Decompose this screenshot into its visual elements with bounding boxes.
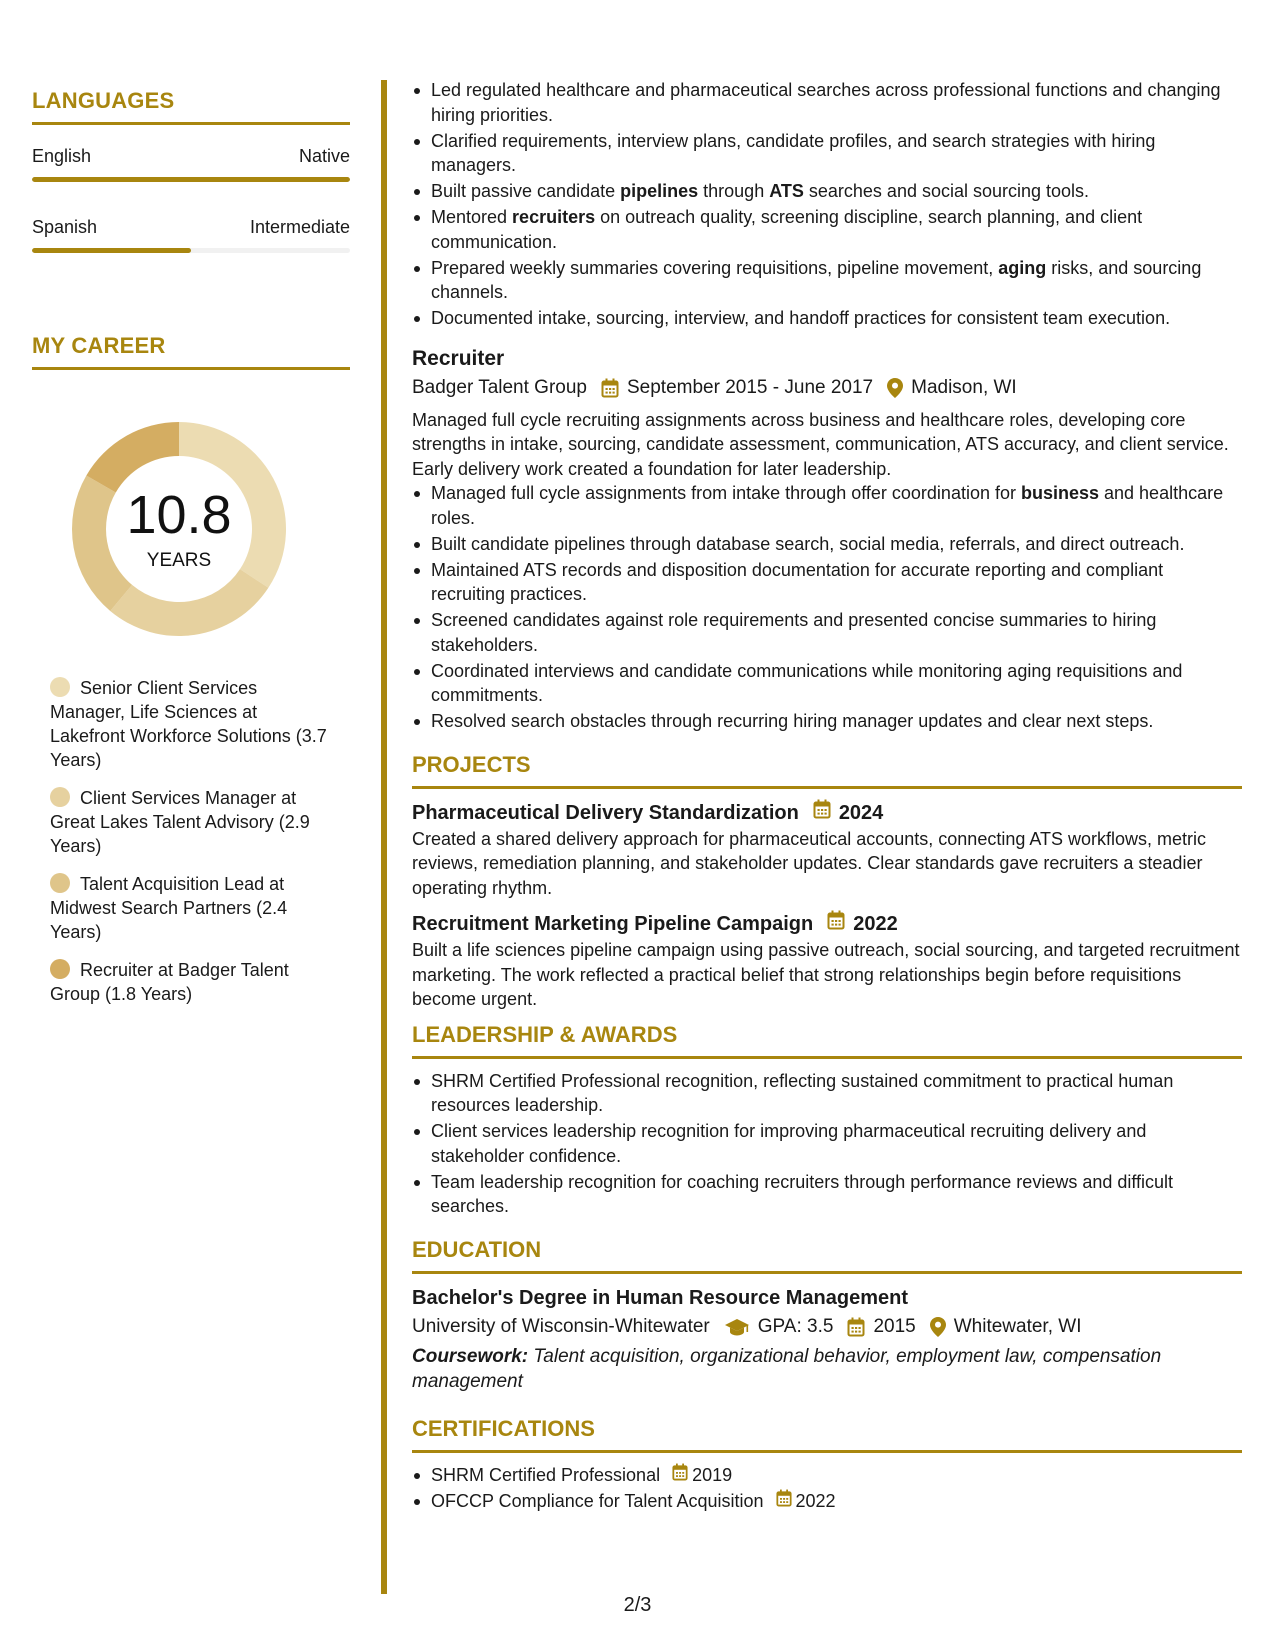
language-name: English: [32, 146, 92, 166]
bullet-keyword: ATS: [769, 181, 804, 201]
bullet-keyword: aging: [998, 257, 1047, 278]
calendar-icon: [847, 1317, 865, 1337]
list-item: [412, 481, 1242, 530]
list-item: [412, 558, 1242, 607]
project-description: Built a life sciences pipeline campaign using passive outreach, social sourcing, and targeted recruitment marketing. The work reflected a practical belief that strong relationships begin before requisitions become urgent.: [412, 940, 1240, 1009]
project-title-row: [412, 799, 1242, 827]
school-location: Whitewater, WI: [953, 1315, 1082, 1337]
bullet-text: Maintained ATS records and disposition documentation for accurate reporting and compliant recruiting practices.: [431, 559, 1164, 604]
legend-dot: [50, 873, 70, 893]
location-pin-icon: [930, 1317, 946, 1337]
project-year: 2024: [838, 801, 884, 824]
job-dates: September 2015 - June 2017: [627, 376, 874, 398]
degree-title: Bachelor's Degree in Human Resource Management: [412, 1286, 909, 1309]
legend-item: [50, 872, 336, 944]
bullet-keyword: pipelines: [620, 181, 699, 201]
list-item: Client services leadership recognition for improving pharmaceutical recruiting delivery and stakeholder confidence.: [412, 1119, 1242, 1168]
bullet-text: Clarified requirements, interview plans, candidate profiles, and search strategies with hiring managers.: [431, 130, 1156, 175]
certifications-list: [412, 1463, 1242, 1514]
bullet-text: Resolved search obstacles through recurring hiring manager updates and clear next steps.: [431, 711, 1154, 731]
legend-item: [50, 958, 336, 1006]
leadership-list: [412, 1069, 1242, 1219]
languages-rule: [32, 122, 350, 125]
bullet-text: Built passive candidate: [431, 181, 621, 201]
bullet-text: through: [698, 181, 770, 201]
bullet-text: searches and social sourcing tools.: [803, 181, 1090, 201]
list-item: [412, 78, 1242, 127]
list-item: [412, 659, 1242, 708]
languages-heading: LANGUAGES: [32, 88, 175, 113]
certifications-rule: [412, 1450, 1242, 1453]
graduation-cap-icon: [724, 1317, 750, 1337]
donut-segment: [110, 569, 268, 636]
career-heading: MY CAREER: [32, 333, 166, 358]
bullet-keyword: recruiters: [512, 207, 596, 227]
project-year: 2022: [853, 913, 898, 935]
list-item: [412, 608, 1242, 657]
bullet-text: risks, and sourcing channels.: [431, 257, 1202, 302]
leadership-heading: LEADERSHIP & AWARDS: [412, 1021, 678, 1047]
bullet-text: Managed full cycle assignments from intake through offer coordination for: [431, 483, 1021, 503]
location-pin-icon: [887, 378, 903, 398]
previous-job-bullets: [412, 78, 1242, 331]
calendar-icon: [827, 910, 845, 938]
bullet-text: and healthcare roles.: [431, 483, 1224, 528]
bullet-text: Built candidate pipelines through database search, social media, referrals, and direct outreach.: [431, 533, 1185, 554]
legend-label: Client Services Manager at Great Lakes Talent Advisory (2.9 Years): [50, 788, 310, 856]
job-location: Madison, WI: [911, 376, 1017, 398]
certification-name: SHRM Certified Professional: [431, 1464, 661, 1485]
language-level: Intermediate: [249, 217, 350, 237]
page-number: 2/3: [623, 1594, 652, 1616]
list-item: [412, 256, 1242, 305]
graduation-year: 2015: [873, 1315, 916, 1337]
education-rule: [412, 1271, 1242, 1274]
bullet-keyword: business: [1020, 483, 1100, 503]
coursework-label: Coursework:: [412, 1345, 529, 1367]
project-title-row: [412, 910, 1242, 938]
legend-label: Talent Acquisition Lead at Midwest Search Partners (2.4 Years): [50, 874, 288, 942]
legend-label: Recruiter at Badger Talent Group (1.8 Years): [50, 960, 289, 1004]
certification-name: OFCCP Compliance for Talent Acquisition: [431, 1490, 764, 1511]
list-item: [412, 1489, 1242, 1514]
coursework-text: Talent acquisition, organizational behavior, employment law, compensation management: [412, 1345, 1162, 1392]
legend-dot: [50, 959, 70, 979]
leadership-rule: [412, 1056, 1242, 1059]
list-item: [412, 179, 1242, 204]
list-item: [412, 1463, 1242, 1488]
list-item: [412, 205, 1242, 254]
certification-year: 2022: [795, 1490, 836, 1511]
calendar-icon: [672, 1463, 688, 1488]
legend-dot: [50, 787, 70, 807]
projects-rule: [412, 786, 1242, 789]
calendar-icon: [601, 378, 619, 398]
list-item: [412, 306, 1242, 331]
career-legend: [50, 676, 336, 1006]
bullet-text: Coordinated interviews and candidate communications while monitoring aging requisitions and commitments.: [431, 660, 1183, 705]
left-column: [32, 88, 350, 1020]
recruiter-job-bullets: [412, 481, 1242, 734]
certifications-heading: CERTIFICATIONS: [412, 1415, 595, 1441]
language-name: Spanish: [32, 217, 98, 237]
calendar-icon: [776, 1489, 792, 1514]
language-bar: [32, 248, 350, 253]
bullet-text: Prepared weekly summaries covering requisitions, pipeline movement,: [431, 257, 999, 278]
calendar-icon: [813, 799, 831, 827]
career-rule: [32, 367, 350, 370]
project-description: Created a shared delivery approach for pharmaceutical accounts, connecting ATS workflows, metric reviews, remediation planning, and stakeholder updates. Clear standards gave recruiters a steadier operating rhythm.: [412, 828, 1207, 898]
career-donut-chart: [66, 416, 292, 642]
gpa: GPA: 3.5: [757, 1315, 834, 1337]
education-heading: EDUCATION: [412, 1236, 542, 1262]
job-meta: [412, 374, 1242, 402]
education-meta: [412, 1313, 1242, 1341]
certification-year: 2019: [692, 1464, 733, 1485]
projects-heading: PROJECTS: [412, 751, 531, 777]
list-item: [412, 709, 1242, 734]
legend-item: [50, 676, 336, 772]
column-divider: [381, 80, 387, 1594]
project-title: Recruitment Marketing Pipeline Campaign: [412, 913, 814, 935]
bullet-text: Led regulated healthcare and pharmaceutical searches across professional functions and changing hiring priorities.: [431, 80, 1221, 125]
bullet-text: Mentored: [431, 207, 513, 227]
legend-item: [50, 786, 336, 858]
donut-segment: [86, 422, 179, 493]
bullet-text: Screened candidates against role requirements and presented concise summaries to hiring stakeholders.: [431, 610, 1157, 655]
language-bar: [32, 177, 350, 182]
coursework: [412, 1344, 1242, 1394]
career-total: 10.8: [126, 485, 232, 545]
list-item: Team leadership recognition for coaching recruiters through performance reviews and difficult searches.: [412, 1170, 1242, 1219]
job-summary: Managed full cycle recruiting assignments across business and healthcare roles, developing core strengths in intake, sourcing, candidate assessment, communication, ATS accuracy, and client service. Early delivery work created a foundation for later leadership.: [412, 409, 1229, 479]
school-name: University of Wisconsin-Whitewater: [412, 1315, 710, 1337]
project-title: Pharmaceutical Delivery Standardization: [412, 801, 799, 824]
language-level: Native: [298, 146, 350, 166]
job-title: Recruiter: [412, 346, 505, 370]
career-unit: YEARS: [146, 550, 212, 571]
list-item: [412, 129, 1242, 178]
legend-label: Senior Client Services Manager, Life Sciences at Lakefront Workforce Solutions (3.7 Years): [50, 678, 327, 770]
bullet-text: on outreach quality, screening discipline, search planning, and client communication.: [431, 207, 1143, 252]
language-spanish: [32, 216, 350, 253]
list-item: SHRM Certified Professional recognition, reflecting sustained commitment to practical human resources leadership.: [412, 1069, 1242, 1118]
right-column: [412, 78, 1242, 1515]
bullet-text: Documented intake, sourcing, interview, and handoff practices for consistent team execution.: [431, 308, 1171, 328]
language-bar-fill: [32, 248, 191, 253]
language-bar-fill: [32, 177, 350, 182]
language-english: [32, 145, 350, 182]
list-item: [412, 532, 1242, 557]
legend-dot: [50, 677, 70, 697]
job-company: Badger Talent Group: [412, 376, 587, 398]
